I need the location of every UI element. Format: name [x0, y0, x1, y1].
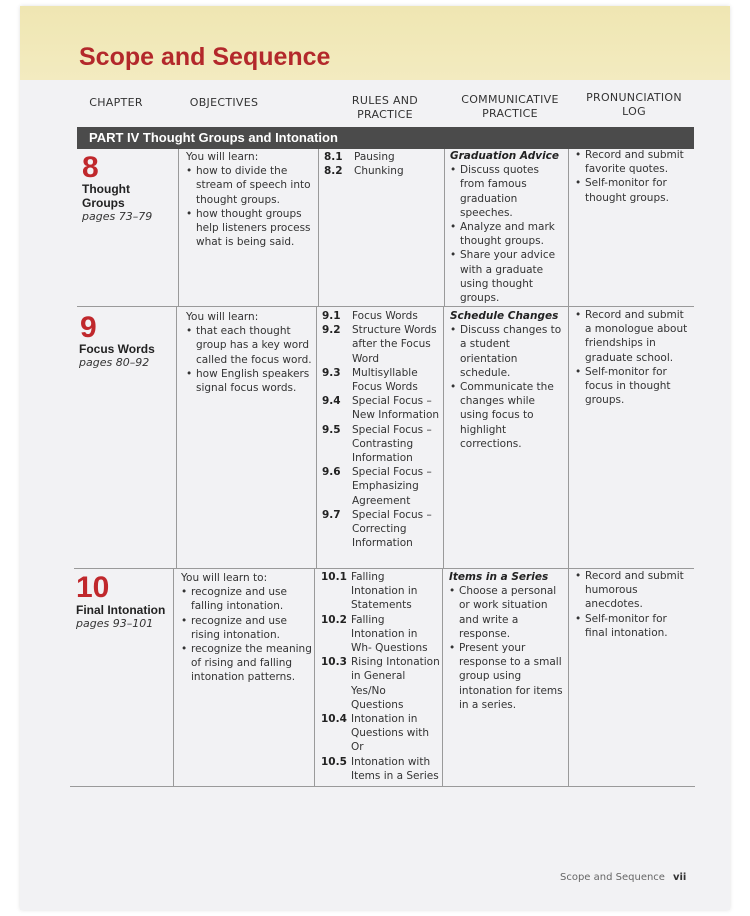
chapter-number: 8 [82, 151, 99, 184]
activity-title: Schedule Changes [450, 310, 559, 322]
col-head-chapter: CHAPTER [89, 96, 143, 109]
col-divider [176, 306, 177, 568]
rule-text: Special Focus – New Information [352, 395, 440, 422]
rule-text: Multisyllable Focus Words [352, 366, 418, 394]
rules-cell [322, 309, 442, 550]
activity-item: • Discuss quotes from famous graduation speeches. [450, 163, 566, 220]
activity-title: Graduation Advice [450, 150, 560, 162]
rule-text: Intonation with Items in a Series [351, 755, 439, 782]
log-item: • Record and submit favorite quotes. [575, 148, 690, 176]
activity-title: Items in a Series [449, 571, 549, 583]
col-divider [318, 149, 319, 306]
rule-item [322, 323, 442, 366]
rule-item [322, 508, 442, 551]
col-head-rules: RULES AND PRACTICE [351, 94, 419, 121]
rule-item [322, 465, 442, 508]
log-cell [575, 308, 690, 407]
objective-item: • how thought groups help listeners process what is being said. [186, 207, 316, 250]
log-item: • Self-monitor for final intonation. [575, 612, 690, 640]
objectives-cell [186, 310, 316, 395]
rule-number: 9.7 [322, 508, 341, 521]
objective-item: • recognize the meaning of rising and falling intonation patterns. [181, 642, 313, 685]
rules-cell [324, 150, 442, 178]
objective-item: • how English speakers signal focus words. [186, 367, 316, 395]
chapter-title: Focus Words [79, 342, 155, 356]
rule-item [324, 150, 442, 164]
rule-text: Falling Intonation in Statements [351, 571, 418, 612]
col-divider [444, 149, 445, 306]
chapter-number: 9 [80, 311, 97, 344]
chapter-title: Thought Groups [82, 182, 130, 210]
objectives-cell [186, 150, 316, 249]
col-head-pronunciation: PRONUNCIATION LOG [586, 91, 682, 118]
rule-number: 10.3 [321, 656, 347, 669]
rule-item [322, 394, 442, 422]
log-item: • Self-monitor for focus in thought groups. [575, 365, 690, 408]
objectives-intro: You will learn to: [181, 572, 268, 584]
communicative-cell [450, 149, 566, 305]
col-divider [568, 306, 569, 568]
col-head-communicative: COMMUNICATIVE PRACTICE [461, 93, 559, 120]
rule-number: 10.2 [321, 613, 347, 626]
col-divider [178, 149, 179, 306]
chapter-title: Final Intonation [76, 603, 166, 617]
page-title: Scope and Sequence [79, 43, 331, 71]
log-item: • Record and submit humorous anecdotes. [575, 569, 690, 612]
rule-item [321, 570, 441, 613]
col-divider [442, 568, 443, 786]
rule-number: 9.5 [322, 423, 341, 436]
objective-item: • recognize and use rising intonation. [181, 614, 313, 642]
rule-number: 10.4 [321, 713, 347, 726]
rules-cell [321, 570, 441, 783]
communicative-cell [449, 570, 566, 712]
col-divider [173, 568, 174, 786]
col-divider [568, 149, 569, 306]
col-divider [568, 568, 569, 786]
rule-item [322, 423, 442, 466]
col-divider [443, 306, 444, 568]
activity-item: • Analyze and mark thought groups. [450, 220, 566, 248]
rule-text: Rising Intonation in General Yes/No Questions [351, 656, 440, 711]
rule-number: 9.2 [322, 324, 341, 337]
objectives-cell [181, 571, 313, 685]
activity-item: • Share your advice with a graduate using thought groups. [450, 248, 566, 305]
log-cell [575, 148, 690, 205]
rule-text: Structure Words after the Focus Word [352, 324, 437, 365]
page-number: vii [672, 872, 687, 883]
row-divider [77, 306, 694, 307]
rule-item [322, 366, 442, 394]
rule-number: 9.6 [322, 466, 341, 479]
rule-item [321, 755, 441, 783]
rule-text: Falling Intonation in Wh- Questions [351, 613, 428, 655]
row-divider [70, 786, 695, 787]
page-footer [560, 872, 686, 883]
rule-number: 10.5 [321, 755, 347, 768]
rule-number: 8.1 [324, 151, 343, 163]
chapter-pages: pages 80–92 [79, 356, 150, 369]
rule-item [321, 613, 441, 656]
rule-item [321, 712, 441, 755]
objectives-intro: You will learn: [186, 151, 259, 163]
log-cell [575, 569, 690, 640]
col-divider [314, 568, 315, 786]
rule-text: Special Focus – Contrasting Information [352, 423, 432, 465]
objective-item: • how to divide the stream of speech into thought groups. [186, 164, 316, 207]
communicative-cell [450, 309, 566, 451]
rule-item [321, 655, 441, 712]
chapter-pages: pages 73–79 [82, 210, 153, 223]
chapter-number: 10 [76, 571, 110, 604]
activity-item: • Communicate the changes while using focus to highlight corrections. [450, 380, 566, 451]
objective-item: • that each thought group has a key word called the focus word. [186, 324, 316, 367]
rule-number: 9.3 [322, 366, 341, 379]
objective-item: • recognize and use falling intonation. [181, 585, 313, 613]
footer-section: Scope and Sequence [560, 872, 665, 883]
log-item: • Record and submit a monologue about friendships in graduate school. [575, 308, 690, 365]
activity-item: • Choose a personal or work situation and write a response. [449, 584, 566, 641]
part-heading: PART IV Thought Groups and Intonation [77, 127, 694, 149]
objectives-intro: You will learn: [186, 311, 259, 323]
rule-item [324, 164, 442, 178]
rule-item [322, 309, 442, 323]
log-item: • Self-monitor for thought groups. [575, 176, 690, 204]
col-divider [316, 306, 317, 568]
book-page [20, 6, 730, 910]
col-head-objectives: OBJECTIVES [189, 96, 259, 109]
rule-text: Chunking [354, 165, 404, 178]
rule-text: Focus Words [352, 310, 418, 322]
rule-number: 10.1 [321, 571, 347, 583]
rule-number: 9.4 [322, 395, 341, 408]
rule-text: Special Focus – Emphasizing Agreement [352, 466, 432, 507]
rule-text: Pausing [354, 151, 395, 163]
chapter-pages: pages 93–101 [76, 617, 154, 630]
rule-text: Intonation in Questions with Or [351, 713, 430, 754]
rule-number: 8.2 [324, 165, 343, 178]
rule-text: Special Focus – Correcting Information [352, 508, 432, 550]
rule-number: 9.1 [322, 310, 341, 322]
activity-item: • Present your response to a small group using intonation for items in a series. [449, 641, 566, 712]
activity-item: • Discuss changes to a student orientation schedule. [450, 323, 566, 380]
